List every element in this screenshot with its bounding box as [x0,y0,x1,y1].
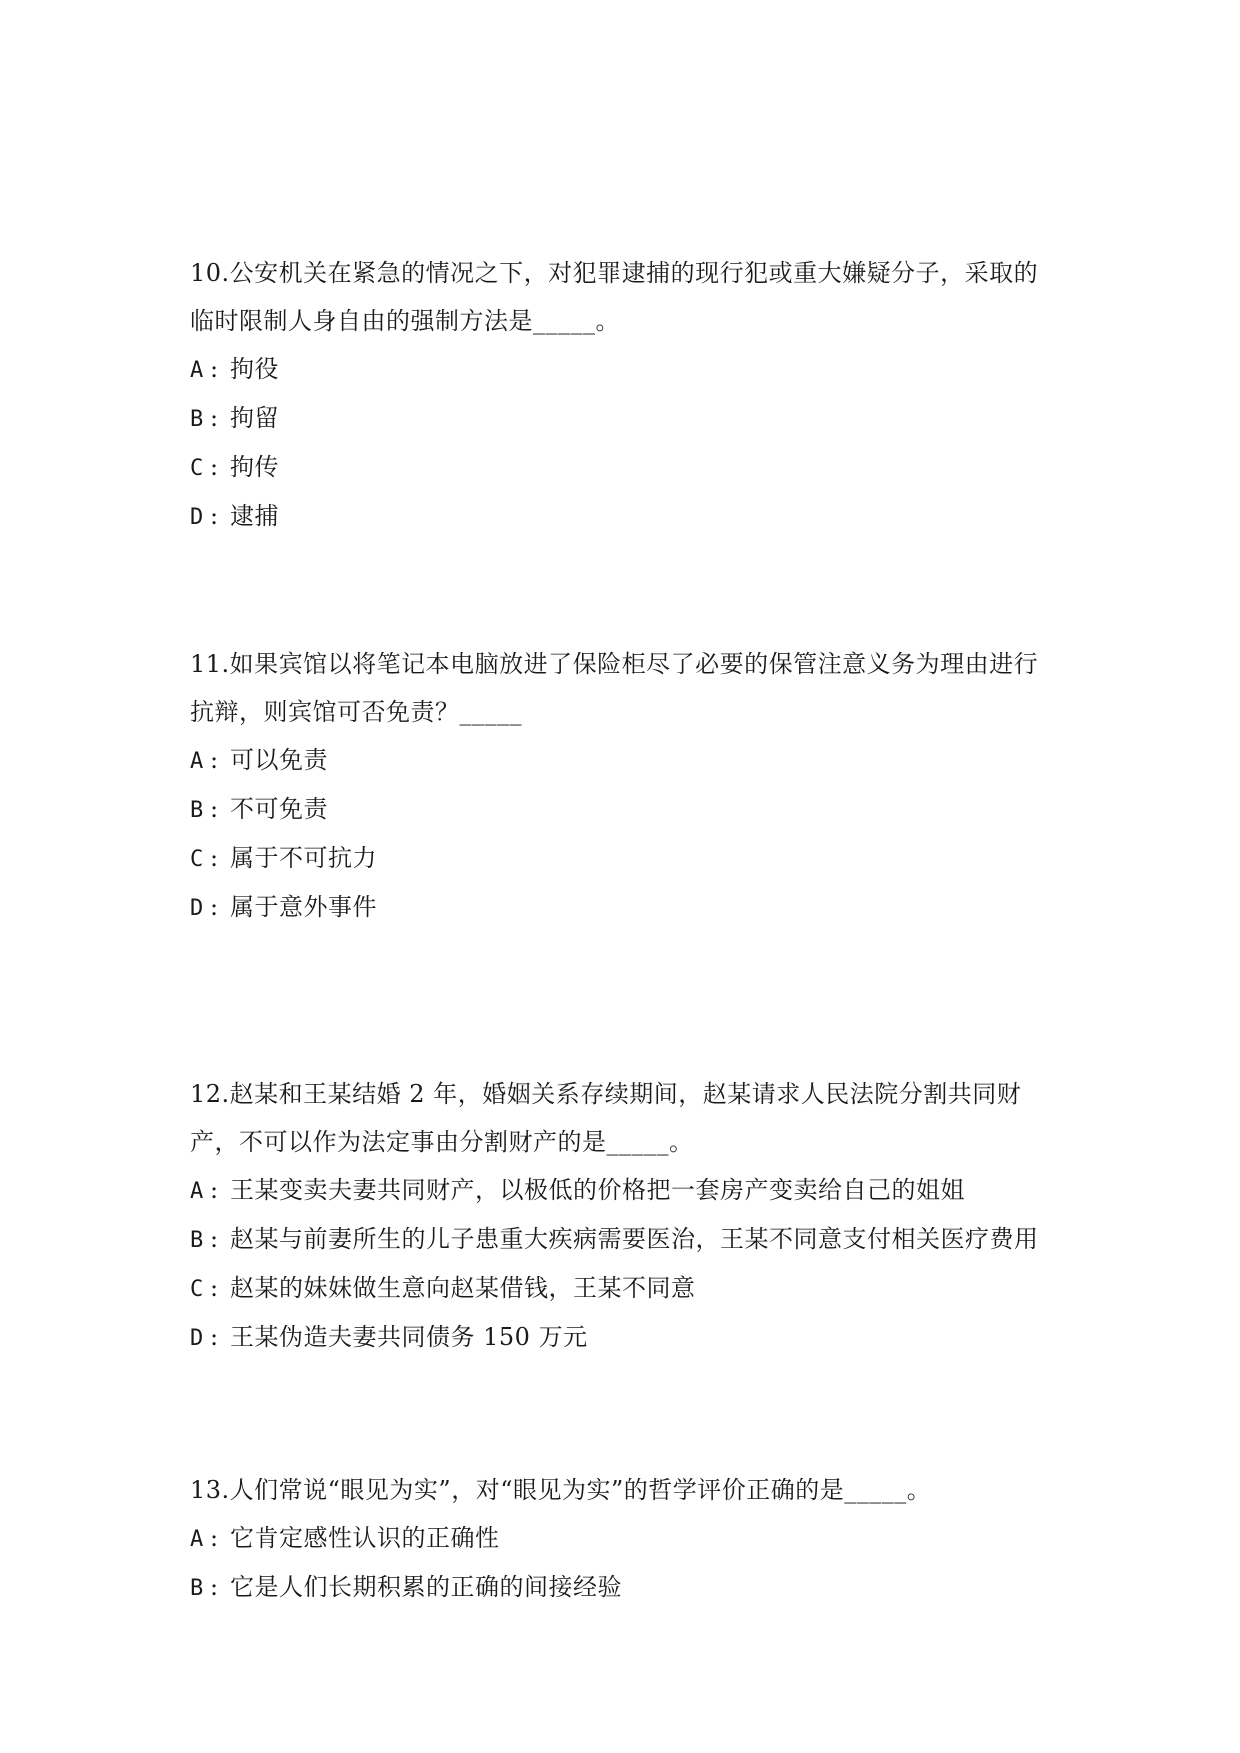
option-text: 逮捕 [230,502,279,530]
question-13 [190,1466,1060,1612]
option-text: 赵某与前妻所生的儿子患重大疾病需要医治，王某不同意支付相关医疗费用 [230,1225,1039,1253]
option-d [190,492,1060,541]
option-a [190,345,1060,394]
question-12 [190,1070,1060,1362]
option-separator: : [210,844,219,872]
option-letter: A [190,749,204,774]
option-separator: : [210,893,219,921]
option-text: 它肯定感性认识的正确性 [230,1524,500,1552]
question-text: 13.人们常说“眼见为实”，对“眼见为实”的哲学评价正确的是_____。 [190,1476,932,1504]
option-letter: D [190,1326,204,1351]
option-text: 它是人们长期积累的正确的间接经验 [230,1573,622,1601]
option-text: 属于意外事件 [230,893,377,921]
option-text: 属于不可抗力 [230,844,377,872]
question-11 [190,640,1060,932]
option-separator: : [210,502,219,530]
option-separator: : [210,1274,219,1302]
option-separator: : [210,453,219,481]
option-separator: : [210,1573,219,1601]
option-separator: : [210,1524,219,1552]
option-b [190,785,1060,834]
option-separator: : [210,795,219,823]
option-d [190,883,1060,932]
option-letter: C [190,456,204,481]
question-text: 11.如果宾馆以将笔记本电脑放进了保险柜尽了必要的保管注意义务为理由进行抗辩，则宾馆可否免责？_____ [190,650,1039,726]
option-separator: : [210,404,219,432]
option-separator: : [210,746,219,774]
option-letter: C [190,847,204,872]
option-list [190,1514,1060,1612]
option-separator: : [210,1176,219,1204]
option-text: 拘留 [230,404,279,432]
option-letter: C [190,1277,204,1302]
option-a [190,736,1060,785]
question-text: 12.赵某和王某结婚 2 年，婚姻关系存续期间，赵某请求人民法院分割共同财产，不可以作为法定事由分割财产的是_____。 [190,1080,1022,1156]
option-letter: B [190,1228,204,1253]
option-separator: : [210,1323,219,1351]
option-separator: : [210,1225,219,1253]
option-a [190,1514,1060,1563]
question-text: 10.公安机关在紧急的情况之下，对犯罪逮捕的现行犯或重大嫌疑分子，采取的临时限制人身自由的强制方法是_____。 [190,259,1039,335]
option-letter: A [190,358,204,383]
option-separator: : [210,355,219,383]
option-text: 王某变卖夫妻共同财产，以极低的价格把一套房产变卖给自己的姐姐 [230,1176,965,1204]
option-letter: A [190,1179,204,1204]
option-letter: D [190,896,204,921]
option-text: 可以免责 [230,746,328,774]
option-d [190,1313,1060,1362]
option-letter: B [190,407,204,432]
option-list [190,345,1060,541]
option-c [190,443,1060,492]
option-b [190,1215,1060,1264]
option-letter: D [190,505,204,530]
option-b [190,1563,1060,1612]
option-text: 拘役 [230,355,279,383]
option-text: 王某伪造夫妻共同债务 150 万元 [230,1323,588,1351]
option-letter: A [190,1527,204,1552]
option-b [190,394,1060,443]
option-letter: B [190,798,204,823]
option-text: 赵某的妹妹做生意向赵某借钱，王某不同意 [230,1274,696,1302]
question-10 [190,249,1060,541]
option-a [190,1166,1060,1215]
option-letter: B [190,1576,204,1601]
option-c [190,834,1060,883]
option-text: 不可免责 [230,795,328,823]
option-list [190,1166,1060,1362]
option-c [190,1264,1060,1313]
option-list [190,736,1060,932]
option-text: 拘传 [230,453,279,481]
